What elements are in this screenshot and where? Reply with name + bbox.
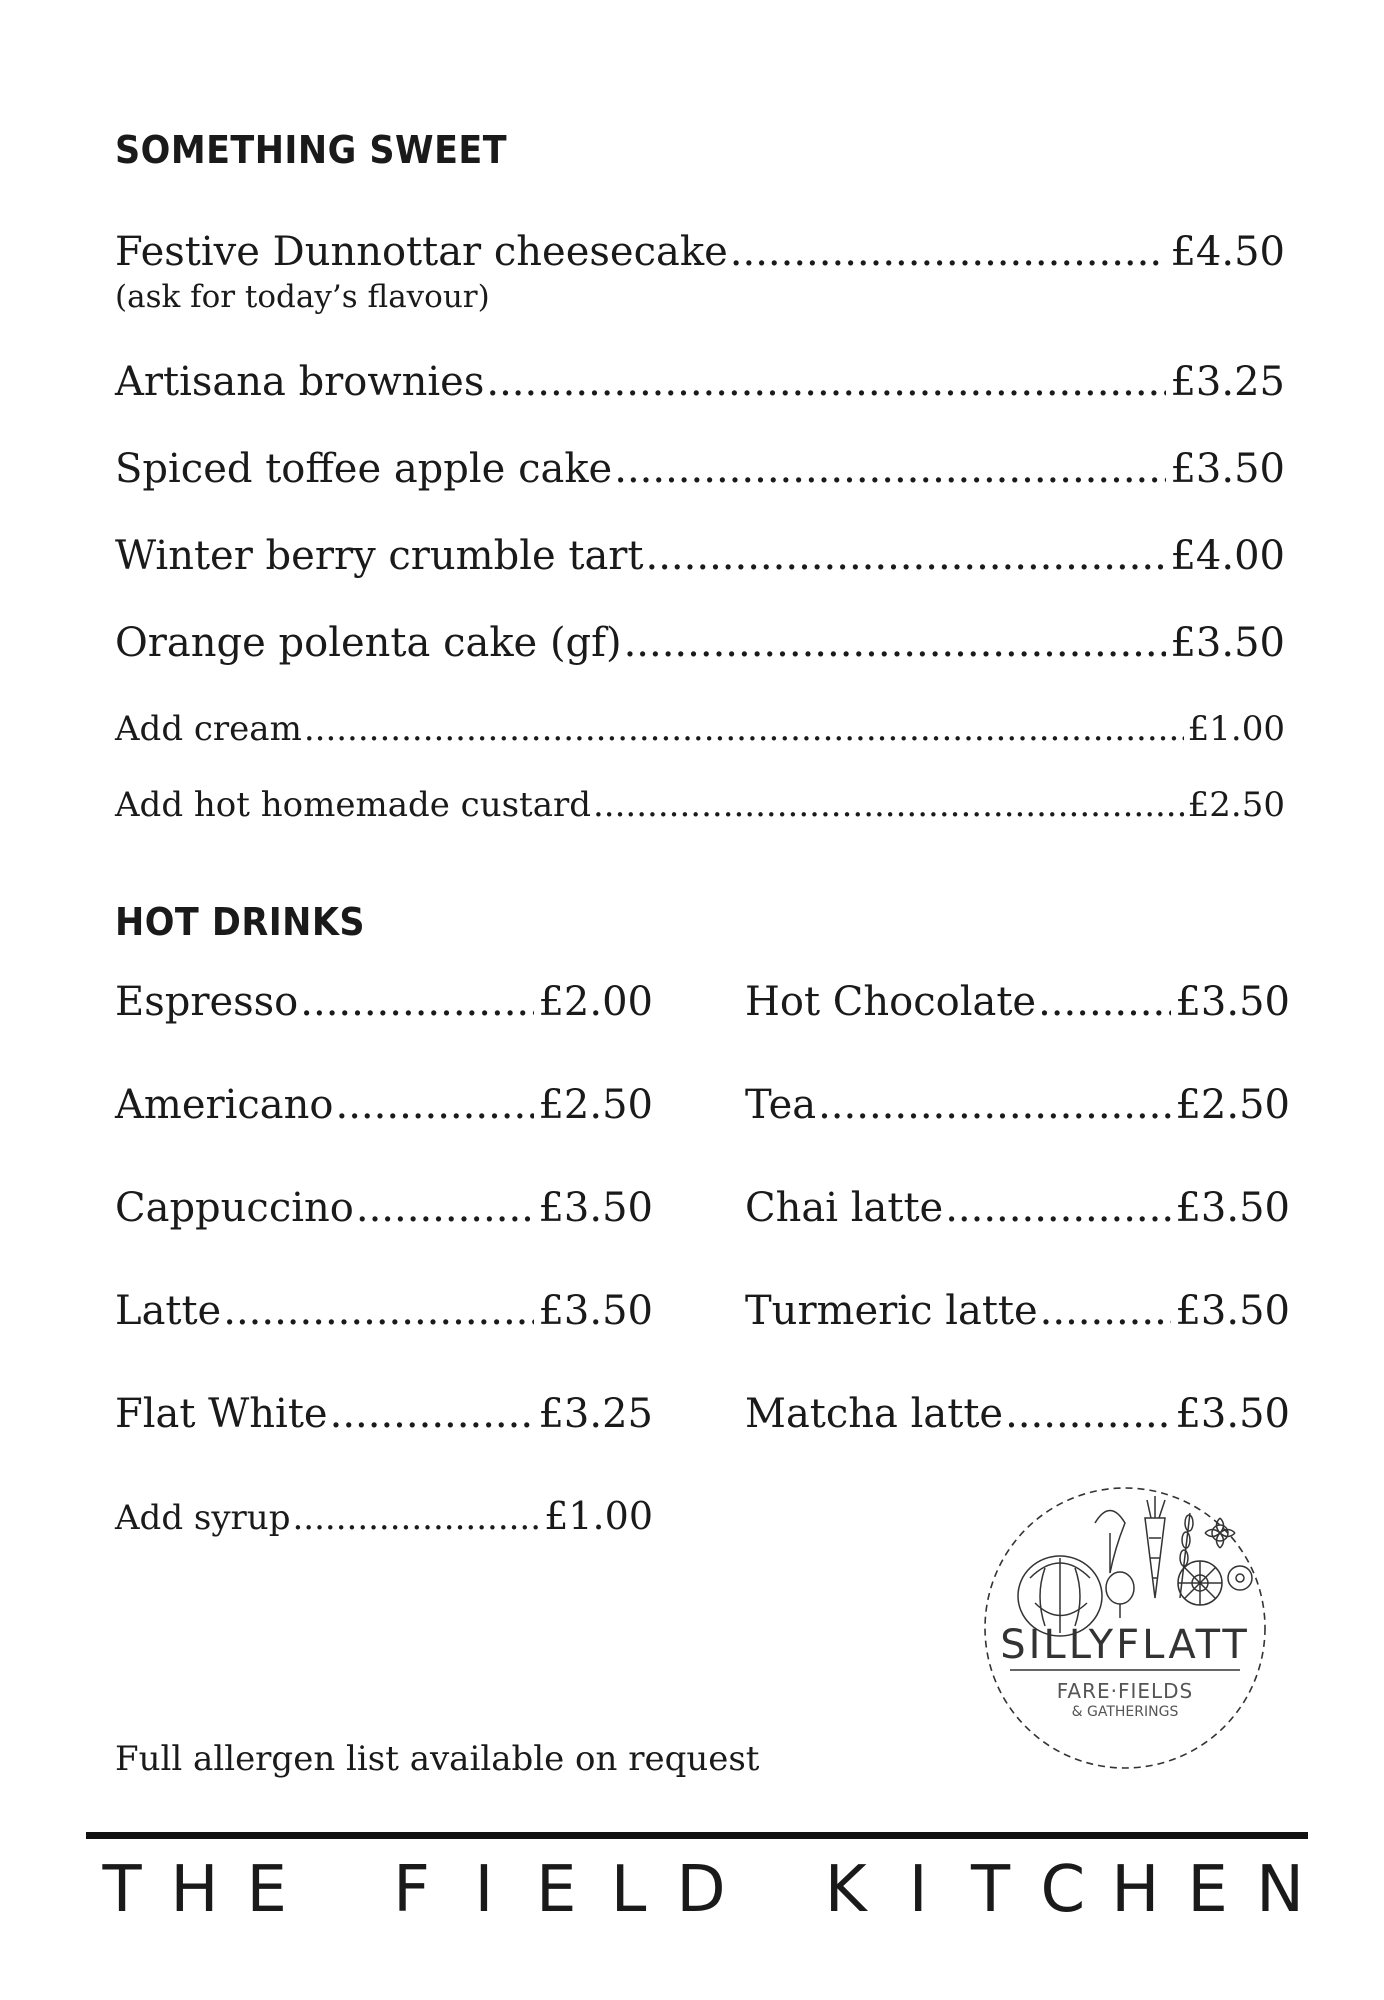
item-price: £3.50	[538, 1185, 653, 1231]
section-heading-something-sweet: SOMETHING SWEET	[115, 128, 508, 172]
item-price: £3.50	[1170, 446, 1285, 492]
footer-brand	[96, 1853, 1306, 1927]
drink-chai-latte	[745, 1185, 1290, 1231]
item-name: Festive Dunnottar cheesecake	[115, 229, 728, 275]
item-name: Spiced toffee apple cake	[115, 446, 613, 492]
item-name: Chai latte	[745, 1185, 944, 1231]
footer-rule	[86, 1832, 1308, 1839]
footer-letter: D	[676, 1853, 726, 1927]
item-price: £1.00	[1187, 709, 1285, 749]
item-name: Cappuccino	[115, 1185, 354, 1231]
item-name: Artisana brownies	[115, 359, 485, 405]
drink-tea	[745, 1082, 1290, 1128]
item-price: £3.25	[1170, 359, 1285, 405]
footer-letter: I	[474, 1853, 494, 1927]
item-name: Turmeric latte	[745, 1288, 1038, 1334]
item-price: £3.50	[1175, 1185, 1290, 1231]
dot-leader	[646, 536, 1167, 576]
menu-item-toffee-apple-cake	[115, 446, 1285, 492]
item-name: Latte	[115, 1288, 222, 1334]
dot-leader	[304, 712, 1184, 746]
item-price: £3.50	[1170, 620, 1285, 666]
drink-cappuccino	[115, 1185, 653, 1231]
dot-leader	[330, 1394, 535, 1434]
footer-letter: T	[970, 1853, 1011, 1927]
footer-letter: E	[246, 1853, 287, 1927]
item-name: Hot Chocolate	[745, 979, 1037, 1025]
footer-letter	[747, 1858, 799, 1922]
dot-leader	[624, 623, 1167, 663]
item-price: £1.00	[544, 1494, 653, 1538]
footer-letter: K	[824, 1853, 867, 1927]
footer-letter: H	[170, 1853, 219, 1927]
item-name: Add syrup	[115, 1498, 291, 1538]
item-price: £3.50	[1175, 979, 1290, 1025]
item-price: £4.50	[1170, 229, 1285, 275]
menu-item-crumble-tart	[115, 533, 1285, 579]
item-note: (ask for today’s flavour)	[115, 279, 490, 315]
item-name: Flat White	[115, 1391, 328, 1437]
item-price: £2.50	[1187, 785, 1285, 825]
item-name: Orange polenta cake (gf)	[115, 620, 622, 666]
item-price: £2.50	[538, 1082, 653, 1128]
menu-item-polenta-cake	[115, 620, 1285, 666]
item-name: Matcha latte	[745, 1391, 1004, 1437]
dot-leader	[292, 1501, 540, 1535]
logo-name: SILLYFLATT	[1000, 1622, 1250, 1668]
item-price: £3.50	[1175, 1288, 1290, 1334]
section-heading-hot-drinks: HOT DRINKS	[115, 900, 366, 944]
footer-letter: T	[102, 1853, 142, 1927]
item-name: Winter berry crumble tart	[115, 533, 644, 579]
dot-leader	[818, 1085, 1171, 1125]
dot-leader	[730, 232, 1167, 272]
drink-latte	[115, 1288, 653, 1334]
drink-hot-chocolate	[745, 979, 1290, 1025]
addon-cream	[115, 709, 1285, 749]
item-name: Add cream	[115, 709, 302, 749]
dot-leader	[1005, 1394, 1171, 1434]
logo-tagline: FARE·FIELDS	[1056, 1679, 1194, 1703]
drink-turmeric-latte	[745, 1288, 1290, 1334]
logo-emblem	[975, 1478, 1275, 1778]
dot-leader	[486, 362, 1166, 402]
dot-leader	[356, 1188, 535, 1228]
footer-letter: F	[393, 1853, 430, 1927]
footer-letter: E	[536, 1853, 577, 1927]
item-price: £3.25	[538, 1391, 653, 1437]
item-name: Add hot homemade custard	[115, 785, 591, 825]
footer-letter: L	[610, 1853, 647, 1927]
dot-leader	[223, 1291, 534, 1331]
item-price: £4.00	[1170, 533, 1285, 579]
dot-leader	[336, 1085, 535, 1125]
item-price: £3.50	[1175, 1391, 1290, 1437]
drink-americano	[115, 1082, 653, 1128]
footer-letter: I	[908, 1853, 928, 1927]
footer-letter: C	[1040, 1853, 1086, 1927]
dot-leader	[1040, 1291, 1172, 1331]
dot-leader	[614, 449, 1166, 489]
addon-syrup	[115, 1494, 653, 1538]
item-price: £3.50	[538, 1288, 653, 1334]
drink-flat-white	[115, 1391, 653, 1437]
drink-matcha-latte	[745, 1391, 1290, 1437]
footer-letter	[313, 1858, 365, 1922]
dot-leader	[1038, 982, 1171, 1022]
sillyflatt-logo	[975, 1478, 1275, 1778]
menu-item-cheesecake	[115, 229, 1285, 275]
dot-leader	[945, 1188, 1171, 1228]
allergen-note: Full allergen list available on request	[115, 1739, 760, 1779]
dot-leader	[593, 788, 1184, 822]
dot-leader	[300, 982, 534, 1022]
footer-letter: N	[1256, 1853, 1304, 1927]
item-name: Americano	[115, 1082, 334, 1128]
item-price: £2.00	[538, 979, 653, 1025]
addon-custard	[115, 785, 1285, 825]
logo-subtagline: & GATHERINGS	[1071, 1704, 1179, 1720]
item-name: Espresso	[115, 979, 299, 1025]
menu-item-brownies	[115, 359, 1285, 405]
drink-espresso	[115, 979, 653, 1025]
footer-letter: E	[1187, 1853, 1228, 1927]
item-price: £2.50	[1175, 1082, 1290, 1128]
footer-letter: H	[1111, 1853, 1160, 1927]
item-name: Tea	[745, 1082, 817, 1128]
